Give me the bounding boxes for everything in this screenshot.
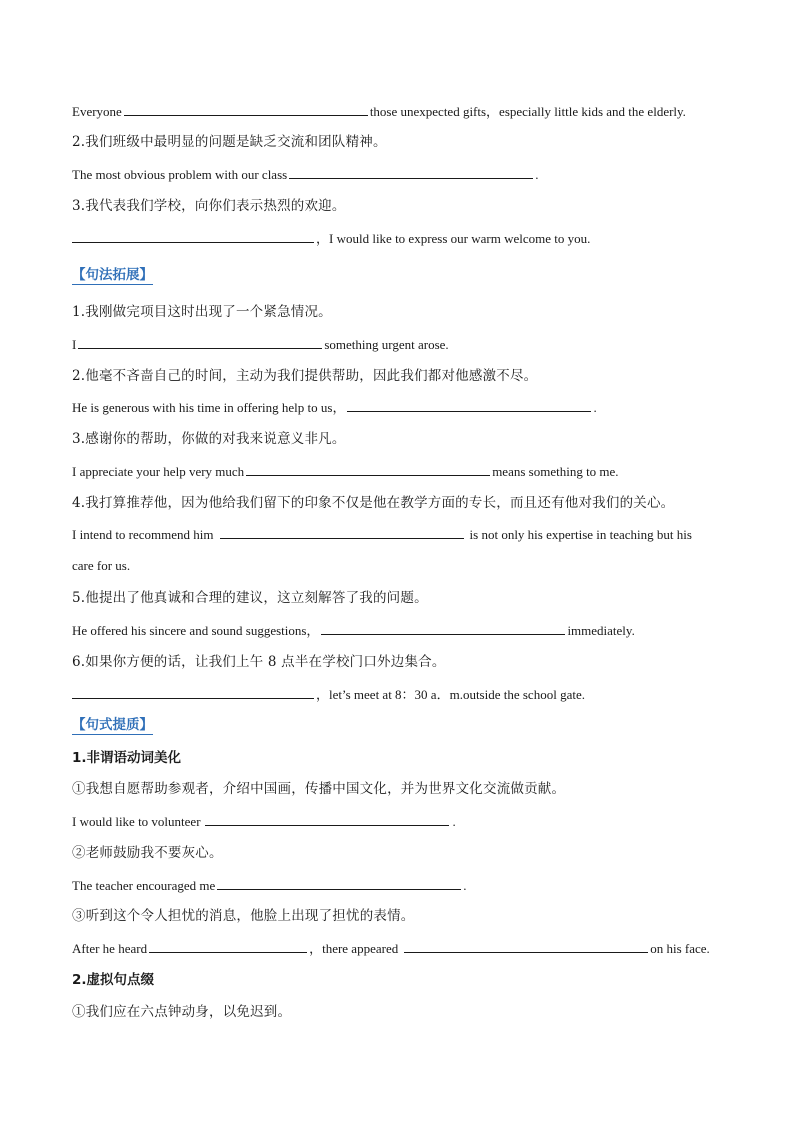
- sentence-line: [72, 335, 724, 354]
- sentence-text: I intend to recommend him: [72, 527, 214, 542]
- sentence-text: The teacher encouraged me: [72, 878, 216, 893]
- sentence-line: [72, 398, 724, 417]
- chinese-prompt: 3.我代表我们学校，向你们表示热烈的欢迎。: [72, 198, 346, 214]
- sentence-line: [72, 812, 724, 831]
- answer-blank[interactable]: [72, 685, 314, 699]
- sentence-text: The most obvious problem with our class: [72, 167, 288, 182]
- chinese-prompt: 5.他提出了他真诚和合理的建议，这立刻解答了我的问题。: [72, 590, 428, 606]
- chinese-prompt: ①我想自愿帮助参观者，介绍中国画，传播中国文化，并为世界文化交流做贡献。: [72, 781, 566, 797]
- chinese-prompt: 2.他毫不吝啬自己的时间，主动为我们提供帮助，因此我们都对他感激不尽。: [72, 368, 538, 384]
- sentence-text: I: [72, 337, 77, 352]
- sentence-text: something urgent arose.: [324, 337, 449, 352]
- sentence-text: is not only his expertise in teaching but his: [469, 527, 692, 542]
- chinese-prompt: 2.我们班级中最明显的问题是缺乏交流和团队精神。: [72, 134, 387, 150]
- sentence-text: ，I would like to express our warm welcome to you.: [316, 231, 591, 246]
- sentence-line: [72, 876, 724, 895]
- chinese-prompt: ③听到这个令人担忧的消息，他脸上出现了担忧的表情。: [72, 908, 415, 924]
- section-heading: [72, 716, 724, 734]
- subsection-heading: 1.非谓语动词美化: [72, 750, 182, 766]
- section-heading: [72, 266, 724, 284]
- sentence-line: [72, 685, 724, 704]
- chinese-prompt: ②老师鼓励我不要灰心。: [72, 845, 223, 861]
- sentence-text: immediately.: [567, 623, 635, 638]
- sentence-text: those unexpected gifts，especially little kids and the elderly.: [369, 104, 686, 119]
- sentence-line: [72, 525, 724, 544]
- sentence-text: means something to me.: [492, 464, 619, 479]
- sentence-text: .: [593, 400, 597, 415]
- sentence-text: He offered his sincere and sound suggestions，: [72, 623, 320, 638]
- sentence-line: [72, 229, 724, 248]
- answer-blank[interactable]: [149, 939, 307, 953]
- sentence-continuation: care for us.: [72, 558, 131, 573]
- sentence-text: He is generous with his time in offering help to us，: [72, 400, 346, 415]
- sentence-text: After he heard: [72, 941, 148, 956]
- answer-blank[interactable]: [205, 812, 449, 826]
- answer-blank[interactable]: [321, 621, 565, 635]
- answer-blank[interactable]: [72, 229, 314, 243]
- answer-blank[interactable]: [217, 876, 461, 890]
- sentence-text: .: [463, 878, 467, 893]
- sentence-text: on his face.: [650, 941, 710, 956]
- answer-blank[interactable]: [289, 165, 533, 179]
- answer-blank[interactable]: [220, 525, 464, 539]
- answer-blank[interactable]: [78, 335, 322, 349]
- section-title: 【句式提质】: [72, 717, 153, 733]
- answer-blank[interactable]: [246, 462, 490, 476]
- answer-blank[interactable]: [347, 398, 591, 412]
- answer-blank[interactable]: [124, 102, 368, 116]
- sentence-text: I would like to volunteer: [72, 814, 201, 829]
- sentence-text: .: [535, 167, 539, 182]
- sentence-line: [72, 165, 724, 184]
- chinese-prompt: 1.我刚做完项目这时出现了一个紧急情况。: [72, 304, 332, 320]
- chinese-prompt: ①我们应在六点钟动身，以免迟到。: [72, 1004, 292, 1020]
- sentence-text: ，let’s meet at 8：30 a．m.outside the school gate.: [316, 687, 585, 702]
- chinese-prompt: 4.我打算推荐他，因为他给我们留下的印象不仅是他在教学方面的专长，而且还有他对我们的关心。: [72, 495, 675, 511]
- sentence-text: I appreciate your help very much: [72, 464, 245, 479]
- subsection-heading: 2.虚拟句点缀: [72, 972, 155, 988]
- sentence-text: .: [452, 814, 456, 829]
- sentence-line: [72, 462, 724, 481]
- sentence-text: Everyone: [72, 104, 122, 119]
- sentence-line: [72, 939, 724, 958]
- chinese-prompt: 6.如果你方便的话，让我们上午 8 点半在学校门口外边集合。: [72, 654, 446, 670]
- section-title: 【句法拓展】: [72, 267, 153, 283]
- chinese-prompt: 3.感谢你的帮助，你做的对我来说意义非凡。: [72, 431, 346, 447]
- sentence-line: [72, 621, 724, 640]
- answer-blank[interactable]: [404, 939, 648, 953]
- sentence-line: [72, 102, 724, 121]
- sentence-text: ，there appeared: [309, 941, 399, 956]
